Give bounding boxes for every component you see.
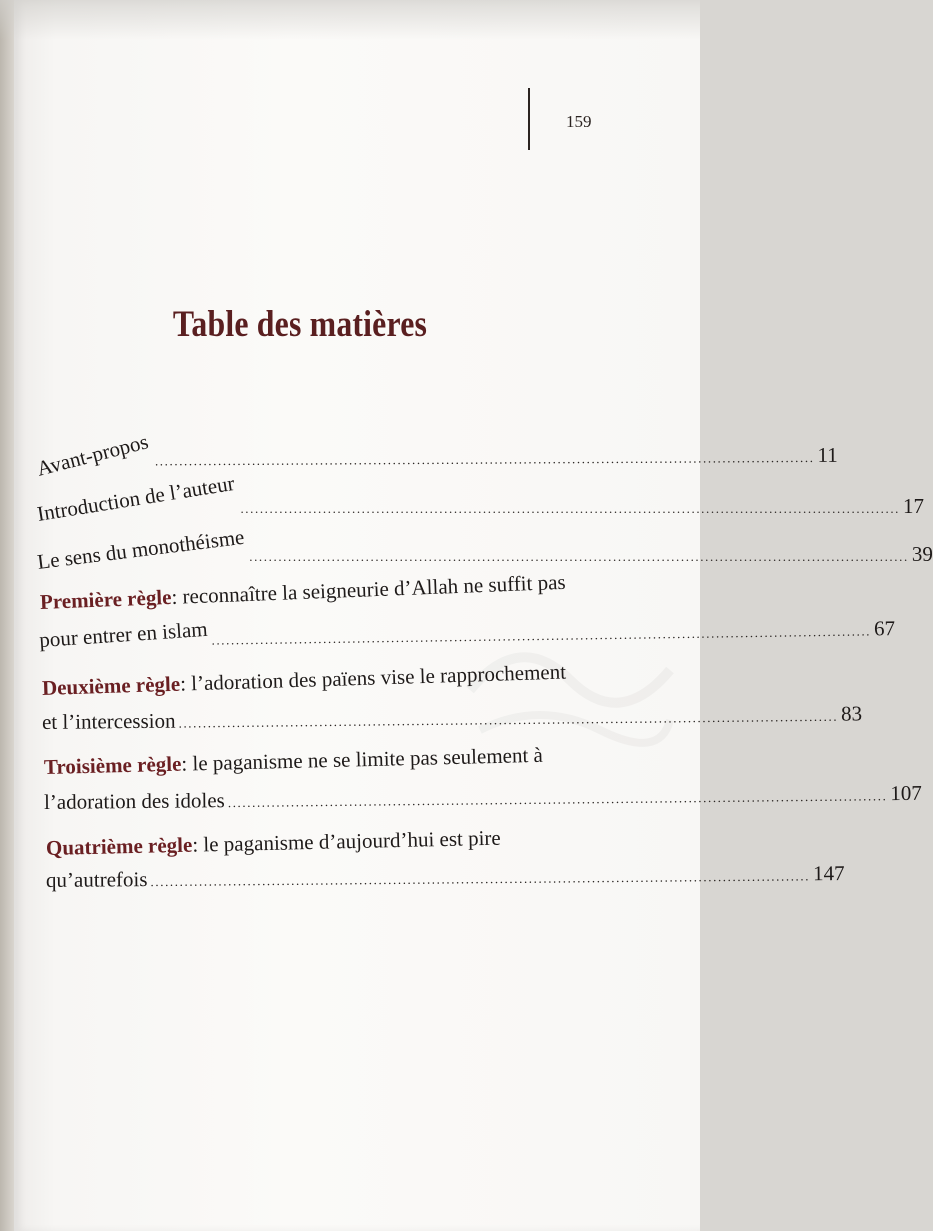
- toc-entry-deuxieme-regle-line1[interactable]: [42, 659, 589, 701]
- toc-entry-premiere-regle-line1[interactable]: [40, 569, 587, 615]
- toc-entry-page: 107: [890, 780, 922, 806]
- dot-leader: ........................................................................................................................................: [150, 868, 811, 890]
- toc-entry-troisieme-regle-line1[interactable]: [44, 742, 584, 780]
- page-number: 159: [566, 112, 592, 131]
- toc-entry-page: 147: [812, 861, 845, 886]
- rule-description: : reconnaître la seigneurie d’Allah ne suffit pas: [170, 569, 567, 609]
- dot-leader: ........................................................................................................................................: [211, 623, 872, 648]
- dot-leader: ........................................................................................................................................: [227, 788, 888, 811]
- toc-entry-avant-propos[interactable]: [34, 429, 838, 481]
- toc-entry-quatrieme-regle-line1[interactable]: [46, 825, 546, 861]
- dot-leader: ........................................................................................................................................: [249, 549, 909, 564]
- toc-entry-premiere-regle-line2[interactable]: [38, 616, 896, 653]
- toc-entry-page: 67: [873, 616, 896, 641]
- toc-entry-monotheisme[interactable]: [35, 524, 933, 574]
- dot-leader: ........................................................................................................................................: [154, 449, 815, 469]
- toc-entry-label: Le sens du monothéisme: [35, 524, 246, 574]
- rule-description: : l’adoration des païens vise le rapprochement: [179, 659, 567, 696]
- toc-entry-troisieme-regle-line2[interactable]: [43, 780, 922, 815]
- toc-entry-page: 11: [817, 442, 838, 467]
- dot-leader: ........................................................................................................................................: [178, 708, 839, 731]
- toc-entry-label: Introduction de l’auteur: [35, 471, 237, 526]
- toc-entry-quatrieme-regle-line2[interactable]: [45, 861, 845, 893]
- toc-entry-label: Avant-propos: [34, 429, 151, 481]
- toc-entry-page: 39: [911, 542, 933, 566]
- page-title: Table des matières: [172, 304, 428, 345]
- toc-entry-deuxieme-regle-line2[interactable]: [41, 701, 863, 735]
- toc-entry-introduction[interactable]: [35, 471, 925, 526]
- toc-entry-page: 17: [903, 494, 925, 518]
- rule-description: : le paganisme d’aujourd’hui est pire: [192, 825, 501, 857]
- toc-entry-label-continued: pour entrer en islam: [38, 616, 209, 653]
- rule-name: Troisième règle: [43, 751, 182, 779]
- toc-entry-label-continued: qu’autrefois: [45, 867, 148, 892]
- rule-name: Deuxième règle: [41, 671, 181, 700]
- dot-leader: ........................................................................................................................................: [240, 501, 901, 516]
- toc-entry-label-continued: et l’intercession: [41, 708, 176, 734]
- rule-name: Première règle: [39, 584, 172, 614]
- rule-name: Quatrième règle: [45, 832, 193, 860]
- toc-entry-page: 83: [840, 701, 863, 726]
- rule-description: : le paganisme ne se limite pas seulement à: [181, 742, 544, 776]
- toc-entry-label-continued: l’adoration des idoles: [43, 788, 225, 814]
